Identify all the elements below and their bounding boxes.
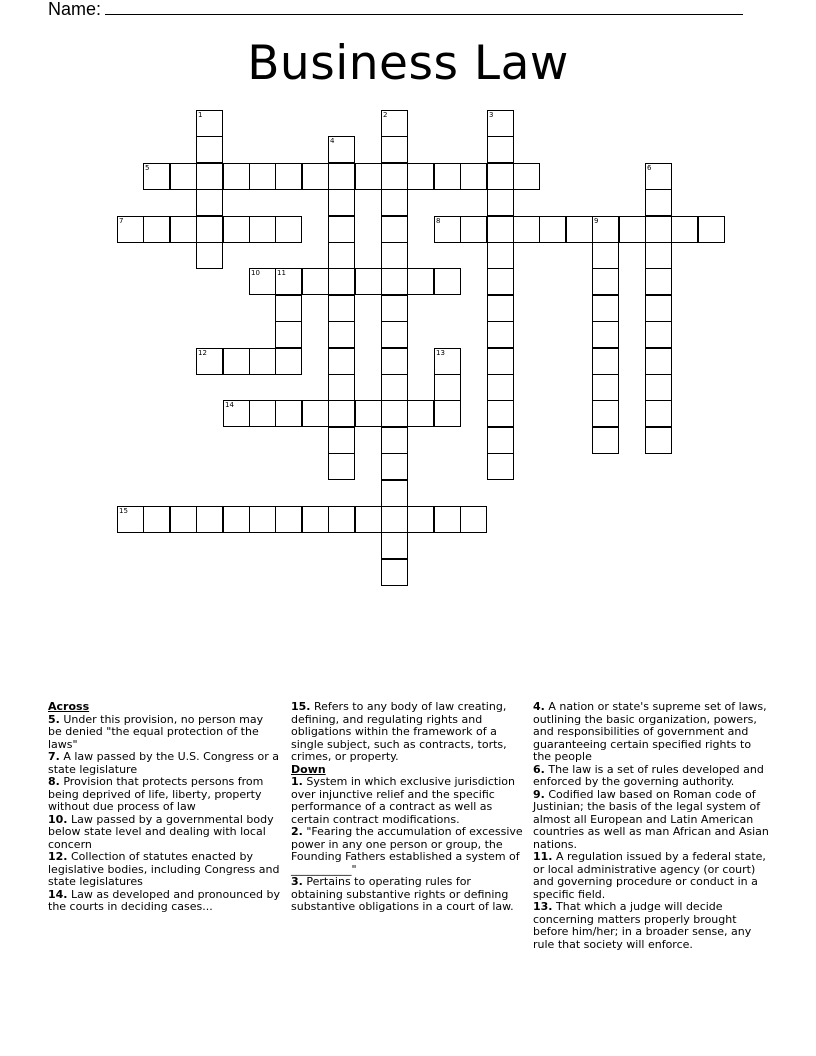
grid-cell[interactable] <box>170 506 197 533</box>
clue-across-15: 15. Refers to any body of law creating, defining, and regulating rights and obligations within the framework of a single subject, such as contracts, torts, crimes, or property. <box>291 700 507 763</box>
clue-number: 1 <box>198 111 203 119</box>
grid-cell[interactable] <box>645 374 672 401</box>
grid-cell[interactable] <box>170 216 197 243</box>
grid-cell[interactable] <box>249 163 276 190</box>
clue-number: 11 <box>277 269 286 277</box>
grid-cell[interactable] <box>671 216 698 243</box>
grid-cell[interactable] <box>407 163 434 190</box>
grid-cell[interactable] <box>460 163 487 190</box>
grid-cell[interactable] <box>487 427 514 454</box>
clue-number: 5 <box>145 164 150 172</box>
grid-cell[interactable] <box>513 163 540 190</box>
clue-number: 14 <box>225 401 234 409</box>
grid-cell[interactable] <box>645 216 672 243</box>
grid-cell[interactable] <box>539 216 566 243</box>
grid-cell[interactable] <box>592 242 619 269</box>
grid-cell[interactable] <box>645 268 672 295</box>
grid-cell[interactable] <box>196 110 223 137</box>
clue-number: 3 <box>489 111 494 119</box>
clue-across-5: 5. Under this provision, no person may be denied "the equal protection of the laws" <box>48 712 264 751</box>
clue-down-1: 1. System in which exclusive jurisdiction over injunctive relief and the specific performance of a contract as well as certain contract modifications. <box>291 775 515 826</box>
grid-cell[interactable] <box>302 163 329 190</box>
grid-cell[interactable] <box>328 163 355 190</box>
grid-cell[interactable] <box>275 348 302 375</box>
grid-cell[interactable] <box>381 216 408 243</box>
grid-cell[interactable] <box>381 110 408 137</box>
grid-cell[interactable] <box>249 216 276 243</box>
grid-cell[interactable] <box>645 400 672 427</box>
grid-cell[interactable] <box>513 216 540 243</box>
grid-cell[interactable] <box>487 321 514 348</box>
grid-cell[interactable] <box>249 506 276 533</box>
clue-down-3: 3. Pertains to operating rules for obtaining substantive rights or defining substantive obligations in a court of law. <box>291 875 514 913</box>
grid-cell[interactable] <box>302 506 329 533</box>
grid-cell[interactable] <box>196 216 223 243</box>
grid-cell[interactable] <box>196 506 223 533</box>
clue-across-7: 7. A law passed by the U.S. Congress or a state legislature <box>48 750 280 776</box>
grid-cell[interactable] <box>592 400 619 427</box>
page-title: Business Law <box>247 36 569 91</box>
clues-column-3 <box>533 701 769 951</box>
grid-cell[interactable] <box>196 163 223 190</box>
grid-cell[interactable] <box>381 268 408 295</box>
grid-cell[interactable] <box>328 321 355 348</box>
grid-cell[interactable] <box>434 374 461 401</box>
clue-across-12: 12. Collection of statutes enacted by legislative bodies, including Congress and state legislatures <box>48 850 280 888</box>
grid-cell[interactable] <box>328 242 355 269</box>
grid-cell[interactable] <box>407 506 434 533</box>
grid-cell[interactable] <box>645 242 672 269</box>
grid-cell[interactable] <box>698 216 725 243</box>
clue-down-2: 2. "Fearing the accumulation of excessive power in any one person or group, the Founding Fathers established a system of ___________" <box>291 825 523 876</box>
grid-cell[interactable] <box>487 242 514 269</box>
grid-cell[interactable] <box>275 216 302 243</box>
grid-cell[interactable] <box>434 400 461 427</box>
clue-number: 15 <box>119 507 128 515</box>
grid-cell[interactable] <box>487 400 514 427</box>
grid-cell[interactable] <box>487 374 514 401</box>
grid-cell[interactable] <box>275 506 302 533</box>
grid-cell[interactable] <box>143 216 170 243</box>
grid-cell[interactable] <box>223 163 250 190</box>
grid-cell[interactable] <box>434 348 461 375</box>
grid-cell[interactable] <box>381 374 408 401</box>
grid-cell[interactable] <box>407 268 434 295</box>
clues-column-2 <box>291 701 525 914</box>
grid-cell[interactable] <box>249 268 276 295</box>
grid-cell[interactable] <box>645 295 672 322</box>
grid-cell[interactable] <box>328 374 355 401</box>
grid-cell[interactable] <box>487 189 514 216</box>
grid-cell[interactable] <box>170 163 197 190</box>
grid-cell[interactable] <box>328 268 355 295</box>
grid-cell[interactable] <box>619 216 646 243</box>
grid-cell[interactable] <box>223 348 250 375</box>
across-heading: Across <box>48 700 90 713</box>
clue-number: 4 <box>330 137 335 145</box>
grid-cell[interactable] <box>223 216 250 243</box>
grid-cell[interactable] <box>302 268 329 295</box>
grid-cell[interactable] <box>328 189 355 216</box>
grid-cell[interactable] <box>434 268 461 295</box>
grid-cell[interactable] <box>487 216 514 243</box>
clue-down-13: 13. That which a judge will decide concerning matters properly brought before him/her; in a broader sense, any rule that society will enforce. <box>533 900 752 951</box>
grid-cell[interactable] <box>381 242 408 269</box>
grid-cell[interactable] <box>381 348 408 375</box>
grid-cell[interactable] <box>645 189 672 216</box>
grid-cell[interactable] <box>143 163 170 190</box>
grid-cell[interactable] <box>381 136 408 163</box>
grid-cell[interactable] <box>381 506 408 533</box>
grid-cell[interactable] <box>381 480 408 507</box>
grid-cell[interactable] <box>460 506 487 533</box>
grid-cell[interactable] <box>117 216 144 243</box>
grid-cell[interactable] <box>328 427 355 454</box>
grid-cell[interactable] <box>275 400 302 427</box>
clue-number: 13 <box>436 349 445 357</box>
grid-cell[interactable] <box>592 295 619 322</box>
grid-cell[interactable] <box>275 295 302 322</box>
grid-cell[interactable] <box>407 400 434 427</box>
grid-cell[interactable] <box>592 216 619 243</box>
grid-cell[interactable] <box>592 374 619 401</box>
clue-across-10: 10. Law passed by a governmental body below state level and dealing with local concern <box>48 812 274 851</box>
grid-cell[interactable] <box>566 216 593 243</box>
clues-column-1 <box>48 701 280 914</box>
grid-cell[interactable] <box>196 136 223 163</box>
grid-cell[interactable] <box>592 348 619 375</box>
grid-cell[interactable] <box>487 110 514 137</box>
grid-cell[interactable] <box>275 268 302 295</box>
grid-cell[interactable] <box>328 453 355 480</box>
clue-across-8: 8. Provision that protects persons from being deprived of life, liberty, property without due process of law <box>48 775 264 813</box>
clue-down-9: 9. Codified law based on Roman code of Justinian; the basis of the legal system of almost all European and Latin American countries as well as man African and Asian nations. <box>533 787 769 851</box>
grid-cell[interactable] <box>196 189 223 216</box>
grid-cell[interactable] <box>196 242 223 269</box>
grid-cell[interactable] <box>460 216 487 243</box>
clue-down-11: 11. A regulation issued by a federal state, or local administrative agency (or court) and governing procedure or conduct in a specific field. <box>533 850 766 901</box>
grid-cell[interactable] <box>592 427 619 454</box>
grid-cell[interactable] <box>381 559 408 586</box>
grid-cell[interactable] <box>355 163 382 190</box>
grid-cell[interactable] <box>381 427 408 454</box>
grid-cell[interactable] <box>249 400 276 427</box>
grid-cell[interactable] <box>381 321 408 348</box>
grid-cell[interactable] <box>381 189 408 216</box>
grid-cell[interactable] <box>381 400 408 427</box>
grid-cell[interactable] <box>302 400 329 427</box>
clue-number: 8 <box>436 217 441 225</box>
grid-cell[interactable] <box>355 268 382 295</box>
grid-cell[interactable] <box>487 136 514 163</box>
name-label: Name: <box>48 0 102 19</box>
grid-cell[interactable] <box>487 268 514 295</box>
grid-cell[interactable] <box>645 348 672 375</box>
grid-cell[interactable] <box>592 321 619 348</box>
clue-number: 7 <box>119 217 124 225</box>
grid-cell[interactable] <box>328 295 355 322</box>
grid-cell[interactable] <box>645 321 672 348</box>
grid-cell[interactable] <box>249 348 276 375</box>
grid-cell[interactable] <box>487 348 514 375</box>
grid-cell[interactable] <box>328 216 355 243</box>
grid-cell[interactable] <box>143 506 170 533</box>
grid-cell[interactable] <box>381 163 408 190</box>
grid-cell[interactable] <box>434 163 461 190</box>
grid-cell[interactable] <box>381 532 408 559</box>
clue-number: 9 <box>594 217 599 225</box>
grid-cell[interactable] <box>645 163 672 190</box>
clue-down-6: 6. The law is a set of rules developed and enforced by the governing authority. <box>533 762 764 788</box>
grid-cell[interactable] <box>275 163 302 190</box>
grid-cell[interactable] <box>355 506 382 533</box>
grid-cell[interactable] <box>381 295 408 322</box>
grid-cell[interactable] <box>592 268 619 295</box>
grid-cell[interactable] <box>328 348 355 375</box>
grid-cell[interactable] <box>487 163 514 190</box>
grid-cell[interactable] <box>487 295 514 322</box>
down-heading: Down <box>291 762 326 776</box>
grid-cell[interactable] <box>434 216 461 243</box>
grid-cell[interactable] <box>381 453 408 480</box>
grid-cell[interactable] <box>434 506 461 533</box>
clue-number: 12 <box>198 349 207 357</box>
clue-down-4: 4. A nation or state's supreme set of laws, outlining the basic organization, powers, and responsibilities of government and guaranteeing certain specified rights to the people <box>533 700 767 763</box>
grid-cell[interactable] <box>117 506 144 533</box>
grid-cell[interactable] <box>355 400 382 427</box>
grid-cell[interactable] <box>328 136 355 163</box>
grid-cell[interactable] <box>487 453 514 480</box>
grid-cell[interactable] <box>328 506 355 533</box>
grid-cell[interactable] <box>328 400 355 427</box>
grid-cell[interactable] <box>645 427 672 454</box>
grid-cell[interactable] <box>275 321 302 348</box>
clue-number: 2 <box>383 111 388 119</box>
grid-cell[interactable] <box>223 400 250 427</box>
grid-cell[interactable] <box>196 348 223 375</box>
clue-number: 6 <box>647 164 652 172</box>
clue-across-14: 14. Law as developed and pronounced by the courts in deciding cases... <box>48 887 280 913</box>
clue-number: 10 <box>251 269 260 277</box>
grid-cell[interactable] <box>223 506 250 533</box>
